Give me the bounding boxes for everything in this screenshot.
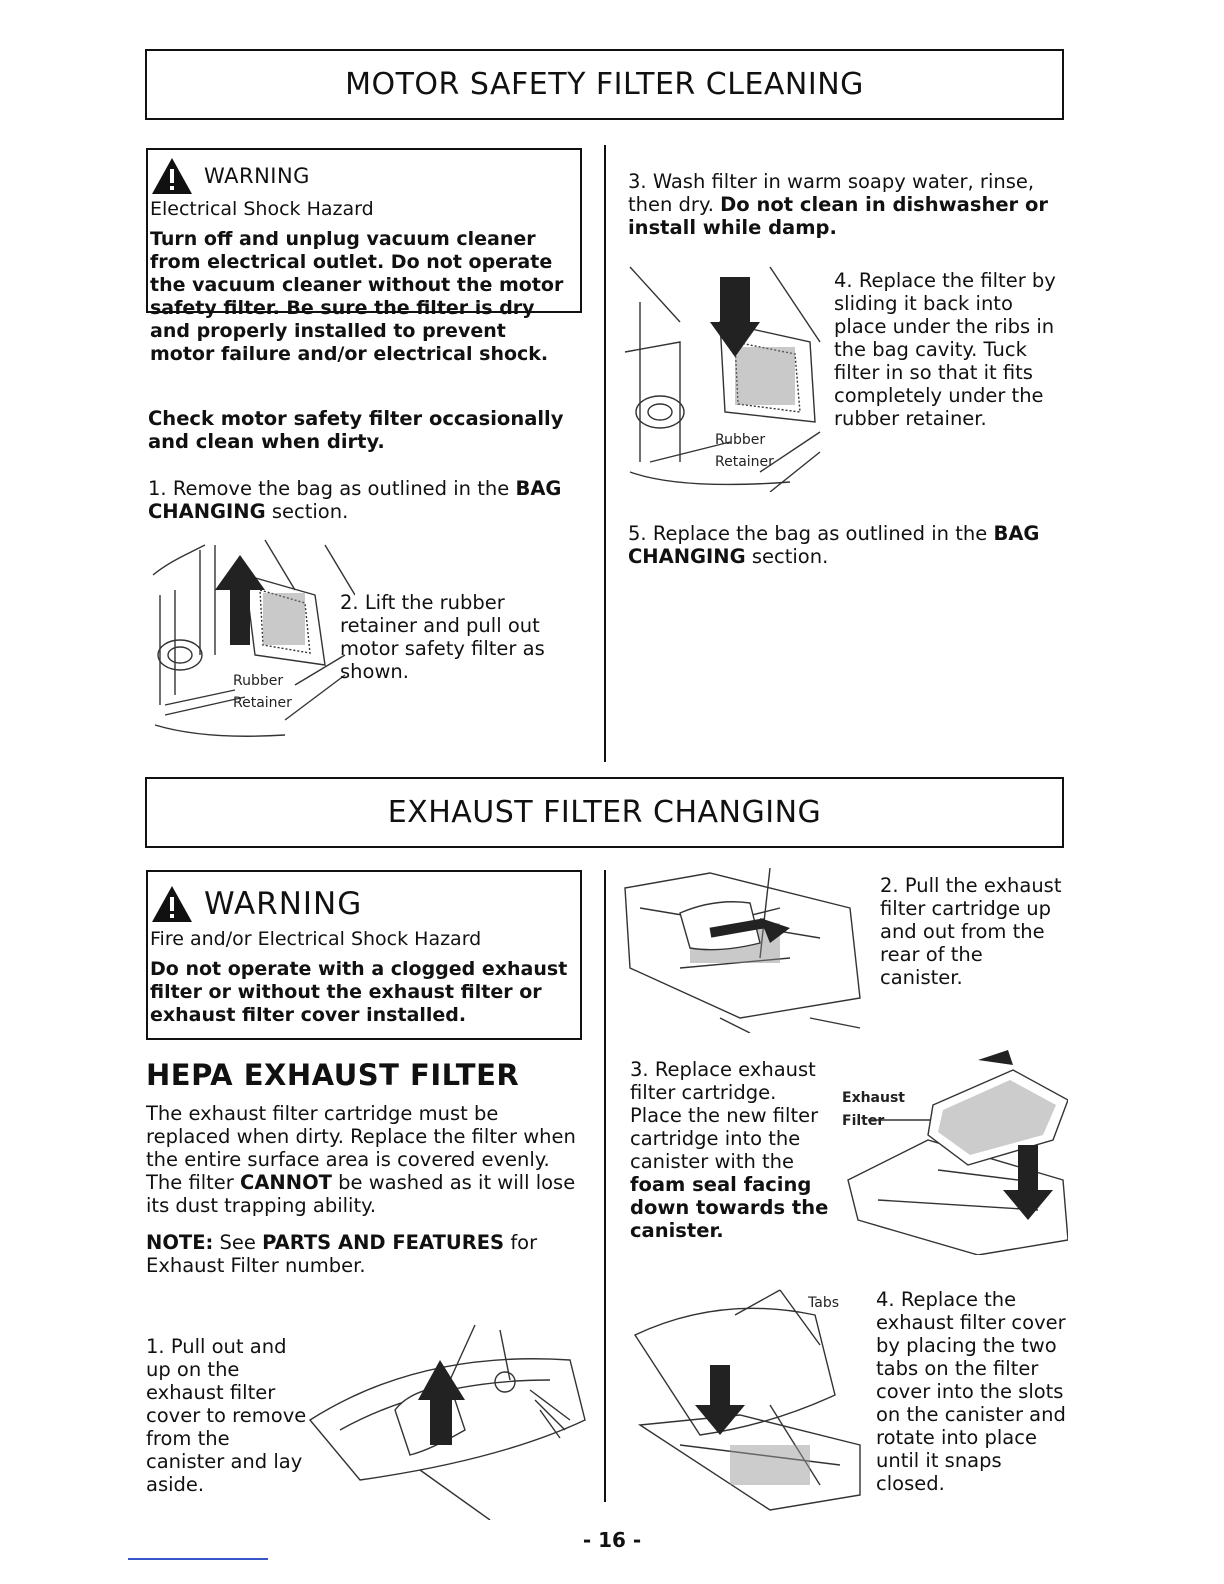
exhaust-step-2: 2. Pull the exhaust filter cartridge up and out from the rear of the canister. xyxy=(880,874,1062,989)
hepa-text: The exhaust filter cartridge must be replaced when dirty. Replace the filter when the entire surface area is covered evenly. The filter CANNOT be washed as it will lose its dust trapping ability. xyxy=(146,1102,576,1217)
illustration-replace-cartridge xyxy=(838,1050,1068,1255)
label-rubber-2: Rubber xyxy=(715,432,766,448)
bottom-link-underline xyxy=(128,1558,268,1560)
warning-box-electrical xyxy=(146,148,582,365)
motor-step-1: 1. Remove the bag as outlined in the BAG CHANGING section. xyxy=(148,477,562,523)
warning-triangle-icon xyxy=(150,884,194,924)
illustration-pull-cartridge xyxy=(620,868,865,1033)
motor-step-5: 5. Replace the bag as outlined in the BAG CHANGING section. xyxy=(628,522,1040,568)
warning-hazard: Electrical Shock Hazard xyxy=(150,198,374,220)
section-title-motor-filter xyxy=(145,49,1064,120)
warning-label: WARNING xyxy=(204,886,363,922)
hepa-title: HEPA EXHAUST FILTER xyxy=(146,1058,520,1092)
label-retainer-2: Retainer xyxy=(715,454,774,470)
warning-text: Turn off and unplug vacuum cleaner from electrical outlet. Do not operate the vacuum cleaner without the motor safety filter. Be sure the filter is dry and properly installed to prevent motor failure and/or electrical shock. xyxy=(150,228,564,365)
exhaust-step-4: 4. Replace the exhaust filter cover by placing the two tabs on the filter cover into the slots on the canister and rotate into place until it snaps closed. xyxy=(876,1288,1066,1495)
label-rubber: Rubber xyxy=(233,673,284,689)
label-exhaust: Exhaust xyxy=(842,1090,905,1106)
label-filter: Filter xyxy=(842,1113,885,1129)
warning-label: WARNING xyxy=(204,164,310,188)
label-tabs: Tabs xyxy=(808,1295,839,1311)
column-divider xyxy=(604,145,606,762)
exhaust-step-1: 1. Pull out and up on the exhaust filter cover to remove from the canister and lay aside. xyxy=(146,1335,307,1496)
motor-step-3: 3. Wash filter in warm soapy water, rinse, then dry. Do not clean in dishwasher or install while damp. xyxy=(628,170,1048,239)
warning-box-fire xyxy=(146,870,582,1040)
intro-text: Check motor safety filter occasionally and clean when dirty. xyxy=(148,407,564,453)
hepa-note: NOTE: See PARTS AND FEATURES for Exhaust Filter number. xyxy=(146,1231,538,1277)
section-title-text: EXHAUST FILTER CHANGING xyxy=(387,795,822,830)
illustration-pull-cover xyxy=(300,1320,590,1520)
motor-step-4: 4. Replace the filter by sliding it back into place under the ribs in the bag cavity. Tuck filter in so that it fits completely under the rubber retainer. xyxy=(834,269,1056,430)
illustration-replace-cover xyxy=(620,1285,870,1515)
page-number: - 16 - xyxy=(582,1528,642,1552)
label-retainer: Retainer xyxy=(233,695,292,711)
exhaust-step-3: 3. Replace exhaust filter cartridge. Place the new filter cartridge into the canister with the foam seal facing down towards the canister. xyxy=(630,1058,829,1242)
section-title-exhaust-filter xyxy=(145,777,1064,848)
column-divider-2 xyxy=(604,870,606,1502)
motor-step-2: 2. Lift the rubber retainer and pull out motor safety filter as shown. xyxy=(340,591,545,683)
warning-hazard: Fire and/or Electrical Shock Hazard xyxy=(150,928,482,950)
illustration-replace-filter xyxy=(620,262,830,492)
section-title-text: MOTOR SAFETY FILTER CLEANING xyxy=(345,67,864,102)
warning-triangle-icon xyxy=(150,156,194,196)
illustration-lift-filter xyxy=(145,535,355,750)
warning-text: Do not operate with a clogged exhaust filter or without the exhaust filter or exhaust filter cover installed. xyxy=(150,958,568,1026)
